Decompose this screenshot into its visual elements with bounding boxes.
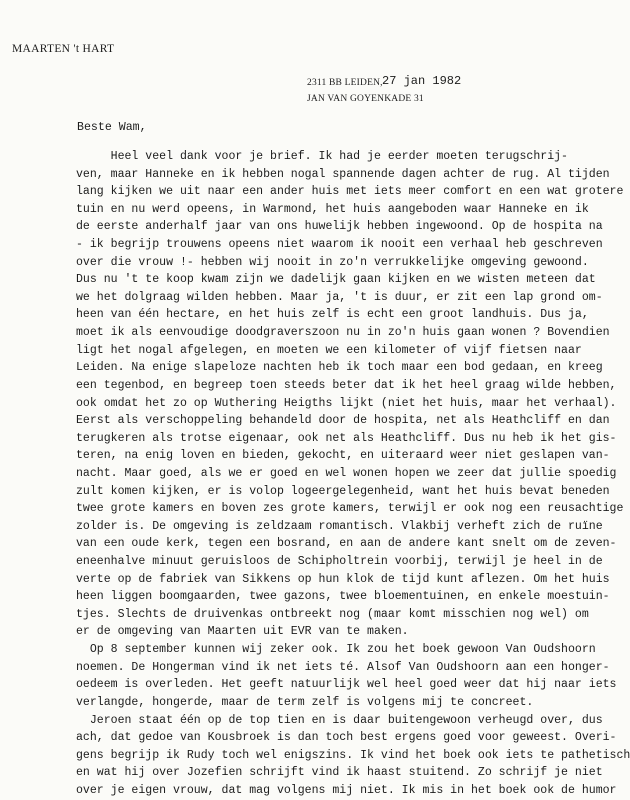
body-line: lang kijken we uit naar een ander huis met iets meer comfort en een wat grotere: [76, 185, 624, 199]
body-line: ach, dat gedoe van Kousbroek is dan toch best ergens goed voor geweest. Overi-: [76, 731, 617, 745]
body-line: Leiden. Na enige slapeloze nachten heb ik toch maar een bod gedaan, en kreeg: [76, 361, 603, 375]
body-line: terugkeren als trotse eigenaar, ook net als Heathcliff. Dus nu heb ik het gis-: [76, 431, 617, 445]
body-line: we het dolgraag wilden hebben. Maar ja, 't is duur, er zit een lap grond om-: [76, 290, 603, 304]
body-line: oedeem is overleden. Het geeft natuurlijk wel heel goed weer dat hij naar iets: [76, 678, 617, 692]
letter-body: [76, 148, 630, 800]
body-line: Heel veel dank voor je brief. Ik had je eerder moeten terugschrij-: [76, 150, 568, 163]
body-line: moet ik als eenvoudige doodgraverszoon nu in zo'n huis gaan wonen ? Bovendien: [76, 326, 610, 340]
body-line: ven, maar Hanneke en ik hebben nogal spannende dagen achter de rug. Al tijden: [76, 167, 610, 181]
body-line: een tegenbod, en begreep toen steeds beter dat ik het heel graag wilde hebben,: [76, 378, 617, 392]
body-line: ook omdat het zo op Wuthering Heigths lijkt (niet het huis, maar het verhaal).: [76, 396, 617, 410]
body-line: - ik begrijp trouwens opeens niet waarom ik nooit een verhaal heb geschreven: [76, 238, 603, 252]
body-line: Dus nu 't te koop kwam zijn we dadelijk gaan kijken en we wisten meteen dat: [76, 273, 596, 287]
body-line: verlangde, hongerde, maar de term zelf is volgens mij te concreet.: [76, 695, 534, 709]
body-line: tuin en nu werd opeens, in Warmond, het huis aangeboden waar Hanneke en ik: [76, 202, 589, 216]
body-line: teren, na enig loven en bieden, gekocht, en uiteraard weer niet geslapen van-: [76, 449, 610, 463]
body-line: noemen. De Hongerman vind ik net iets té. Alsof Van Oudshoorn aan een honger-: [76, 660, 610, 674]
body-line: over je eigen vrouw, dat mag volgens mij niet. Ik mis in het boek ook de humor: [76, 783, 617, 797]
body-line: en wat hij over Jozefien schrijft vind ik haast stuitend. Zo schrijf je niet: [76, 766, 603, 780]
body-line: heen liggen boomgaarden, twee gazons, twee bloementuinen, en enkele moestuin-: [76, 590, 610, 604]
address-street: JAN VAN GOYENKADE 31: [307, 94, 424, 104]
address-city: 2311 BB LEIDEN,: [307, 78, 383, 88]
body-line: gens begrijp ik Rudy toch wel enigszins. Ik vind het boek ook iets te pathetisch: [76, 748, 630, 762]
body-line: zult komen kijken, er is volop logeergelegenheid, want het huis bevat beneden: [76, 484, 610, 498]
body-line: Jeroen staat één op de top tien en is daar buitengewoon verheugd over, dus: [76, 713, 603, 727]
body-line: Eerst als verschoppeling behandeld door de hospita, net als Heathcliff en dan: [76, 414, 610, 428]
body-line: verte op de fabriek van Sikkens op hun klok de tijd kunt aflezen. Om het huis: [76, 572, 610, 586]
letterhead-name: MAARTEN 't HART: [12, 43, 115, 55]
body-line: twee grote kamers en boven zes grote kamers, terwijl er ook nog een reusachtige: [76, 502, 624, 516]
body-line: er de omgeving van Maarten uit EVR van te maken.: [76, 625, 409, 639]
salutation: Beste Wam,: [77, 121, 147, 134]
body-line: tjes. Slechts de druivenkas ontbreekt nog (maar komt misschien nog wel) om: [76, 607, 589, 621]
body-line: heen van één hectare, en het huis zelf is echt een groot landhuis. Dus ja,: [76, 308, 589, 322]
body-line: nacht. Maar goed, als we er goed en wel wonen hopen we zeer dat jullie spoedig: [76, 466, 617, 480]
body-line: van een oude kerk, tegen een bosrand, en aan de andere kant snelt om de zeven-: [76, 537, 617, 551]
body-line: eneenhalve minuut geruisloos de Schipholtrein voorbij, terwijl je heel in de: [76, 555, 603, 569]
body-line: zolder is. De omgeving is zeldzaam romantisch. Vlakbij verheft zich de ruïne: [76, 519, 603, 533]
body-line: de eerste anderhalf jaar van ons huwelijk hebben ingewoond. Op de hospita na: [76, 220, 603, 234]
body-line: ligt het nogal afgelegen, en moeten we een kilometer of vijf fietsen naar: [76, 343, 582, 357]
letter-date: 27 jan 1982: [382, 74, 462, 88]
body-line: Op 8 september kunnen wij zeker ook. Ik zou het boek gewoon Van Oudshoorn: [76, 643, 596, 657]
body-line: over die vrouw !- hebben wij nooit in zo'n verrukkelijke omgeving gewoond.: [76, 255, 589, 269]
